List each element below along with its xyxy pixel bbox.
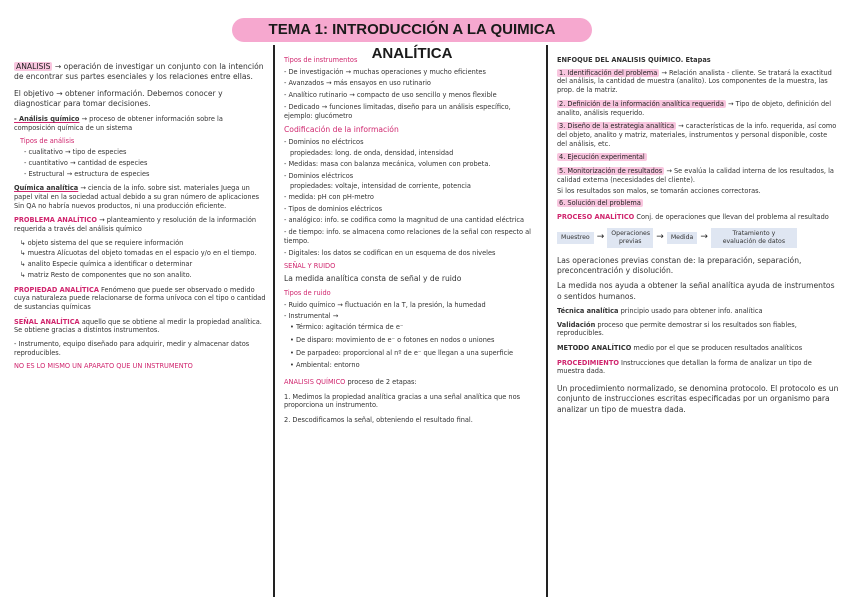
proceso-term: PROCESO ANALÍTICO	[557, 212, 635, 221]
inst-dedicado: - Dedicado → funciones limitadas, diseño para un análisis específico, ejemplo: glucómetro	[284, 102, 511, 120]
proceso-flow	[557, 228, 839, 248]
tipos-ruido-heading: Tipos de ruido	[284, 289, 331, 298]
paso-5-extra: Si los resultados son malos, se tomarán acciones correctoras.	[557, 187, 761, 196]
enfoque-heading: ENFOQUE DEL ANALISIS QUÍMICO. Etapas	[557, 56, 711, 64]
senal-definition: aquello que se obtiene al medir la propiedad analítica. Se obtiene gracias a distintos instrumentos.	[14, 317, 262, 335]
propiedad-definition: Fenómeno que puede ser observado o medido cuya naturaleza puede relacionarse de forma unívoca con el tipo o cantidad de sustancias químicas	[14, 285, 266, 311]
quimica-analitica-term: Química analítica	[14, 184, 79, 193]
objetivo-text: El objetivo → obtener información. Debemos conocer y diagnosticar para tomar decisiones.	[14, 88, 223, 108]
column-1	[14, 62, 266, 376]
muestra-item: ↳ muestra Alícuotas del objeto tomadas en el espacio y/o en el tiempo.	[20, 249, 257, 258]
metodo-definition: medio por el que se producen resultados analíticos	[631, 344, 803, 353]
page-title: TEMA 1: INTRODUCCIÓN A LA QUIMICA ANALÍTICA	[232, 18, 592, 42]
arrow-icon: →	[596, 231, 605, 242]
ruido-termico: • Térmico: agitación térmica de e⁻	[290, 323, 404, 332]
paso-5-definition: → Se evalúa la calidad interna de los resultados, la calidad externa (necesidades del cliente).	[557, 167, 834, 184]
operaciones-text: Las operaciones previas constan de: la preparación, separación, preconcentración y disolución.	[557, 255, 802, 276]
arrow-icon: →	[656, 231, 664, 242]
inst-investigacion: - De investigación → muchas operaciones y mucho eficientes	[284, 67, 486, 76]
validacion-term: Validación	[557, 320, 596, 329]
medida-text: La medida nos ayuda a obtener la señal analítica ayuda de instrumentos o sentidos humanos.	[557, 281, 835, 301]
inst-avanzados: - Avanzados → más ensayos en uso rutinario	[284, 79, 431, 88]
validacion-definition: proceso que permite demostrar si los resultados son fiables, reproducibles.	[557, 320, 797, 338]
paso-1-definition: → Relación analista - cliente. Se tratará la exactitud del análisis, la cantidad de muestra (analito). Los componentes de la muestra, las prop. de la matriz.	[557, 68, 832, 95]
tecnica-definition: principio usado para obtener info. analítica	[618, 306, 763, 315]
ruido-quimico: - Ruido químico → fluctuación en la T, la presión, la humedad	[284, 300, 486, 309]
metodo-term: METODO ANALÍTICO	[557, 344, 632, 353]
medidas-no-electricas: - Medidas: masa con balanza mecánica, volumen con probeta.	[284, 159, 491, 168]
protocolo-text: Un procedimiento normalizado, se denomina protocolo. El protocolo es un conjunto de instrucciones escritas especificadas por un organismo para analizar un tipo de muestra dada.	[557, 384, 839, 414]
analisis-quimico-heading: ANALISIS QUÍMICO	[284, 378, 346, 387]
dominios-electricos: - Dominios eléctricos	[284, 171, 354, 180]
dominio-digital: - Digitales: los datos se codifican en un esquema de dos niveles	[284, 248, 496, 257]
etapa-1: 1. Medimos la propiedad analítica gracias a una señal analítica que nos proporciona un instrumento.	[284, 392, 521, 410]
paso-2-definition: → Tipo de objeto, definición del analito, análisis requerido.	[557, 99, 832, 117]
ruido-parpadeo: • De parpadeo: proporcional al nº de e⁻ que llegan a una superficie	[290, 348, 514, 357]
tipo-cualitativo: - cualitativo → tipo de especies	[24, 148, 127, 157]
inst-rutinario: - Analítico rutinario → compacto de uso sencillo y menos flexible	[284, 91, 497, 100]
medida-electrica: - medida: pH con pH-metro	[284, 192, 374, 201]
senal-term: SEÑAL ANALÍTICA	[14, 317, 80, 326]
analisis-quimico-term: - Análisis químico	[14, 115, 80, 123]
analito-item: ↳ analito Especie química a identificar o determinar	[20, 260, 193, 269]
paso-5-term: 5. Monitorización de resultados	[559, 167, 663, 176]
problema-term: PROBLEMA ANALÍTICO	[14, 216, 97, 225]
nota-aparato: NO ES LO MISMO UN APARATO QUE UN INSTRUMENTO	[14, 362, 193, 371]
proceso-definition: Conj. de operaciones que llevan del problema al resultado	[634, 212, 829, 221]
analisis-term: ANALISIS	[16, 62, 51, 71]
propiedad-term: PROPIEDAD ANALÍTICA	[14, 285, 99, 294]
ruido-instrumental: - Instrumental →	[284, 311, 339, 320]
column-divider-right	[546, 45, 548, 597]
codificacion-heading: Codificación de la información	[284, 125, 399, 135]
flow-step-muestreo: Muestreo	[557, 232, 594, 244]
column-3	[557, 56, 839, 420]
ruido-disparo: • De disparo: movimiento de e⁻ o fotones en nodos o uniones	[290, 335, 495, 344]
senal-ruido-heading: SEÑAL Y RUIDO	[284, 262, 336, 271]
ruido-ambiental: • Ambiental: entorno	[290, 361, 360, 370]
paso-3-term: 3. Diseño de la estrategia analítica	[559, 122, 675, 131]
dominios-no-electricos: - Dominios no eléctricos	[284, 138, 364, 147]
analisis-quimico-subtitle: proceso de 2 etapas:	[345, 378, 417, 387]
procedimiento-definition: Instrucciones que detallan la forma de analizar un tipo de muestra dada.	[557, 358, 812, 376]
analisis-quimico-definition: → proceso de obtener información sobre la composición química de un sistema	[14, 115, 223, 132]
arrow-icon: →	[700, 231, 708, 242]
flow-step-operaciones: Operaciones previas	[607, 228, 653, 248]
objeto-item: ↳ objeto sistema del que se requiere información	[20, 238, 184, 247]
analisis-definition: → operación de investigar un conjunto con la intención de encontrar sus partes esenciales y los relaciones entre ellas.	[14, 62, 264, 82]
tipos-dominios-heading: - Tipos de dominios eléctricos	[284, 204, 383, 213]
dominio-analogico: - analógico: info. se codifica como la magnitud de una cantidad eléctrica	[284, 216, 525, 225]
flow-step-medida: Medida	[667, 232, 698, 244]
paso-6: 6. Solución del problema	[559, 199, 641, 208]
column-divider-left	[273, 45, 275, 597]
tipo-cuantitativo: - cuantitativo → cantidad de especies	[24, 158, 148, 167]
paso-4: 4. Ejecución experimental	[559, 153, 645, 162]
paso-3-definition: → características de la info. requerida, así como del objeto, analito y matriz, materiales, instrumentos y personal disponible, coste del análisis, etc.	[557, 122, 837, 148]
procedimiento-term: PROCEDIMIENTO	[557, 358, 619, 367]
problema-definition: → planteamiento y resolución de la información requerida a través del análisis químico	[14, 216, 257, 234]
paso-1-term: 1. Identificación del problema	[559, 68, 658, 77]
propiedades-electricas: propiedades: voltaje, intensidad de corriente, potencia	[290, 182, 471, 191]
tipos-instrumentos-heading: Tipos de instrumentos	[284, 56, 358, 64]
paso-2-term: 2. Definición de la información analítica requerida	[559, 99, 724, 108]
medida-analitica-text: La medida analítica consta de señal y de ruido	[284, 273, 462, 283]
quimica-analitica-definition: → ciencia de la info. sobre sist. materiales Juega un papel vital en la sociedad actual debido a su gran número de aplicaciones Sin QA no habría nuevos productos, ni una producción eficiente.	[14, 184, 260, 210]
tipo-estructural: - Estructural → estructura de especies	[24, 169, 150, 178]
matriz-item: ↳ matriz Resto de componentes que no son analito.	[20, 270, 192, 279]
flow-step-tratamiento: Tratamiento y evaluación de datos	[711, 228, 797, 248]
tipos-analisis-heading: Tipos de análisis	[20, 137, 75, 146]
instrumento-text: - Instrumento, equipo diseñado para adquirir, medir y almacenar datos reproducibles.	[14, 340, 250, 357]
column-2	[284, 56, 539, 430]
etapa-2: 2. Descodificamos la señal, obteniendo el resultado final.	[284, 416, 473, 425]
tecnica-term: Técnica analítica	[557, 306, 619, 315]
propiedades-no-electricas: propiedades: long. de onda, densidad, intensidad	[290, 149, 454, 158]
dominio-tiempo: - de tiempo: info. se almacena como relaciones de la señal con respecto al tiempo.	[284, 228, 531, 245]
